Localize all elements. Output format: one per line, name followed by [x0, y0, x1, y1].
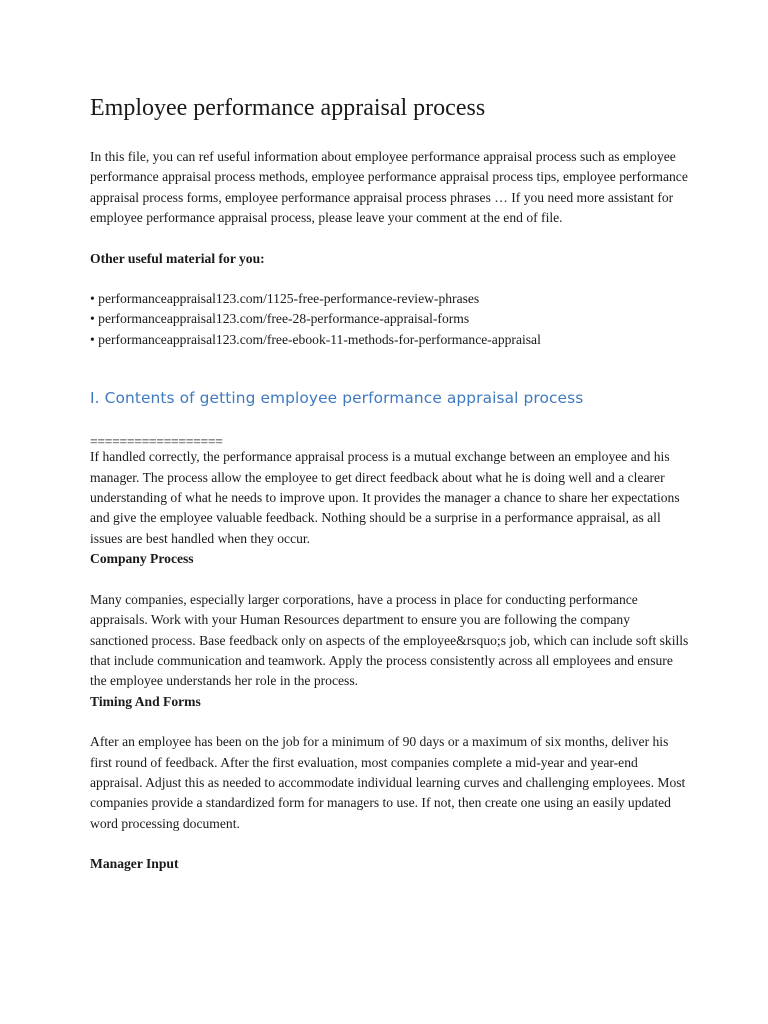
spacer	[90, 570, 690, 590]
body-paragraph: Many companies, especially larger corporations, have a process in place for conducting performance appraisals. Work with your Human Resources department to ensure you are following the company sanctioned process. Base feedback only on aspects of the employee&rsquo;s job, which can include soft skills that include communication and teamwork. Apply the process consistently across all employees and ensure the employee understands her role in the process.	[90, 591, 689, 689]
useful-link-item: • performanceappraisal123.com/1125-free-performance-review-phrases	[90, 291, 480, 307]
other-material-heading: Other useful material for you:	[90, 250, 265, 266]
separator-line: ==================	[90, 435, 223, 448]
useful-link-item: • performanceappraisal123.com/free-ebook-11-methods-for-performance-appraisal	[90, 331, 541, 347]
useful-links-list	[90, 289, 690, 350]
spacer	[90, 712, 690, 732]
manager-input-heading: Manager Input	[90, 856, 179, 872]
company-process-heading: Company Process	[90, 551, 194, 567]
spacer	[90, 834, 690, 854]
section-heading: I. Contents of getting employee performance appraisal process	[90, 389, 584, 408]
intro-paragraph: In this file, you can ref useful information about employee performance appraisal process such as employee performance appraisal process methods, employee performance appraisal process tips, employee performance appraisal process forms, employee performance appraisal process phrases … If you need more assistant for employee performance appraisal process, please leave your comment at the end of file.	[90, 149, 688, 226]
timing-forms-heading: Timing And Forms	[90, 693, 201, 709]
document-title: Employee performance appraisal process	[90, 95, 486, 121]
body-paragraph: If handled correctly, the performance appraisal process is a mutual exchange between an employee and his manager. The process allow the employee to get direct feedback about what he is doing well and a clearer understanding of what he needs to improve upon. It provides the manager a chance to share her expectations and give the employee valuable feedback. Nothing should be a surprise in a performance appraisal, as all issues are best handled when they occur.	[90, 449, 680, 546]
useful-link-item: • performanceappraisal123.com/free-28-performance-appraisal-forms	[90, 311, 470, 327]
document-page	[90, 92, 690, 875]
body-paragraph: After an employee has been on the job for a minimum of 90 days or a maximum of six months, deliver his first round of feedback. After the first evaluation, most companies complete a mid-year and year-end appraisal. Adjust this as needed to accommodate individual learning curves and challenging employees. Most companies provide a standardized form for managers to use. If not, then create one using an easily updated word processing document.	[90, 734, 686, 831]
